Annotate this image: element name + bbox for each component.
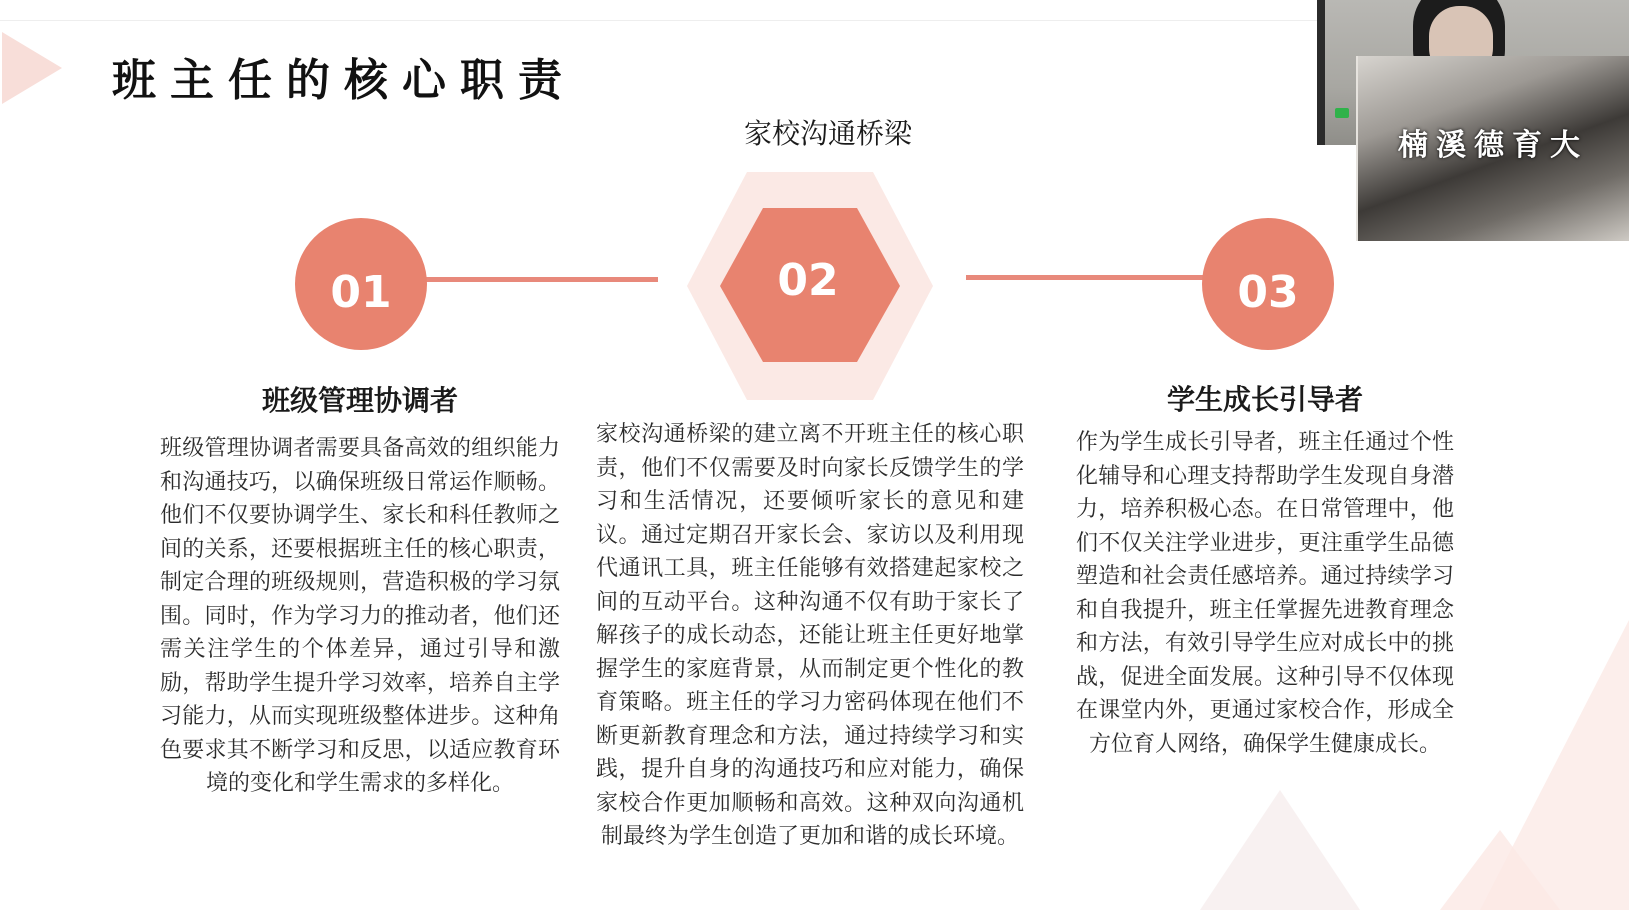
item-03-body: 作为学生成长引导者，班主任通过个性化辅导和心理支持帮助学生发现自身潜力，培养积极心态。在日常管理中，他们不仅关注学业进步，更注重学生品德塑造和社会责任感培养。通过持续学习和自我提升，班主任掌握先进教育理念和方法，有效引导学生应对成长中的挑战，促进全面发展。这种引导不仅体现在课堂内外，更通过家校合作，形成全方位育人网络，确保学生健康成长。	[1076, 430, 1454, 757]
step-03-number: 03	[1237, 266, 1299, 318]
connector-line-left	[416, 277, 658, 282]
brand-overlay-text: 楠溪德育大	[1398, 128, 1588, 163]
slide-title: 班主任的核心职责	[112, 55, 576, 106]
center-item-heading: 家校沟通桥梁	[743, 117, 912, 150]
top-border-line	[0, 20, 1317, 21]
step-01-number: 01	[330, 266, 392, 318]
corner-triangle-decoration	[0, 28, 70, 108]
connector-line-right	[966, 275, 1206, 280]
item-03-heading: 学生成长引导者	[1166, 383, 1363, 416]
step-01-circle	[295, 218, 427, 350]
item-01-body: 班级管理协调者需要具备高效的组织能力和沟通技巧，以确保班级日常运作顺畅。他们不仅要协调学生、家长和科任教师之间的关系，还要根据班主任的核心职责，制定合理的班级规则，营造积极的学习氛围。同时，作为学习力的推动者，他们还需关注学生的个体差异，通过引导和激励，帮助学生提升学习效率，培养自主学习能力，从而实现班级整体进步。这种角色要求其不断学习和反思，以适应教育环境的变化和学生需求的多样化。	[160, 436, 560, 796]
item-01-heading: 班级管理协调者	[261, 384, 458, 417]
step-02-number: 02	[777, 255, 839, 306]
webcam-status-indicator	[1335, 108, 1349, 118]
item-02-body: 家校沟通桥梁的建立离不开班主任的核心职责，他们不仅需要及时向家长反馈学生的学习和生活情况，还要倾听家长的意见和建议。通过定期召开家长会、家访以及利用现代通讯工具，班主任能够有效搭建起家校之间的互动平台。这种沟通不仅有助于家长了解孩子的成长动态，还能让班主任更好地掌握学生的家庭背景，从而制定更个性化的教育策略。班主任的学习力密码体现在他们不断更新教育理念和方法，通过持续学习和实践，提升自身的沟通技巧和应对能力，确保家校合作更加顺畅和高效。这种双向沟通机制最终为学生创造了更加和谐的成长环境。	[596, 422, 1024, 849]
step-03-circle	[1202, 218, 1334, 350]
webcam-frame-edge	[1317, 0, 1325, 145]
brand-overlay-video	[1356, 56, 1629, 241]
